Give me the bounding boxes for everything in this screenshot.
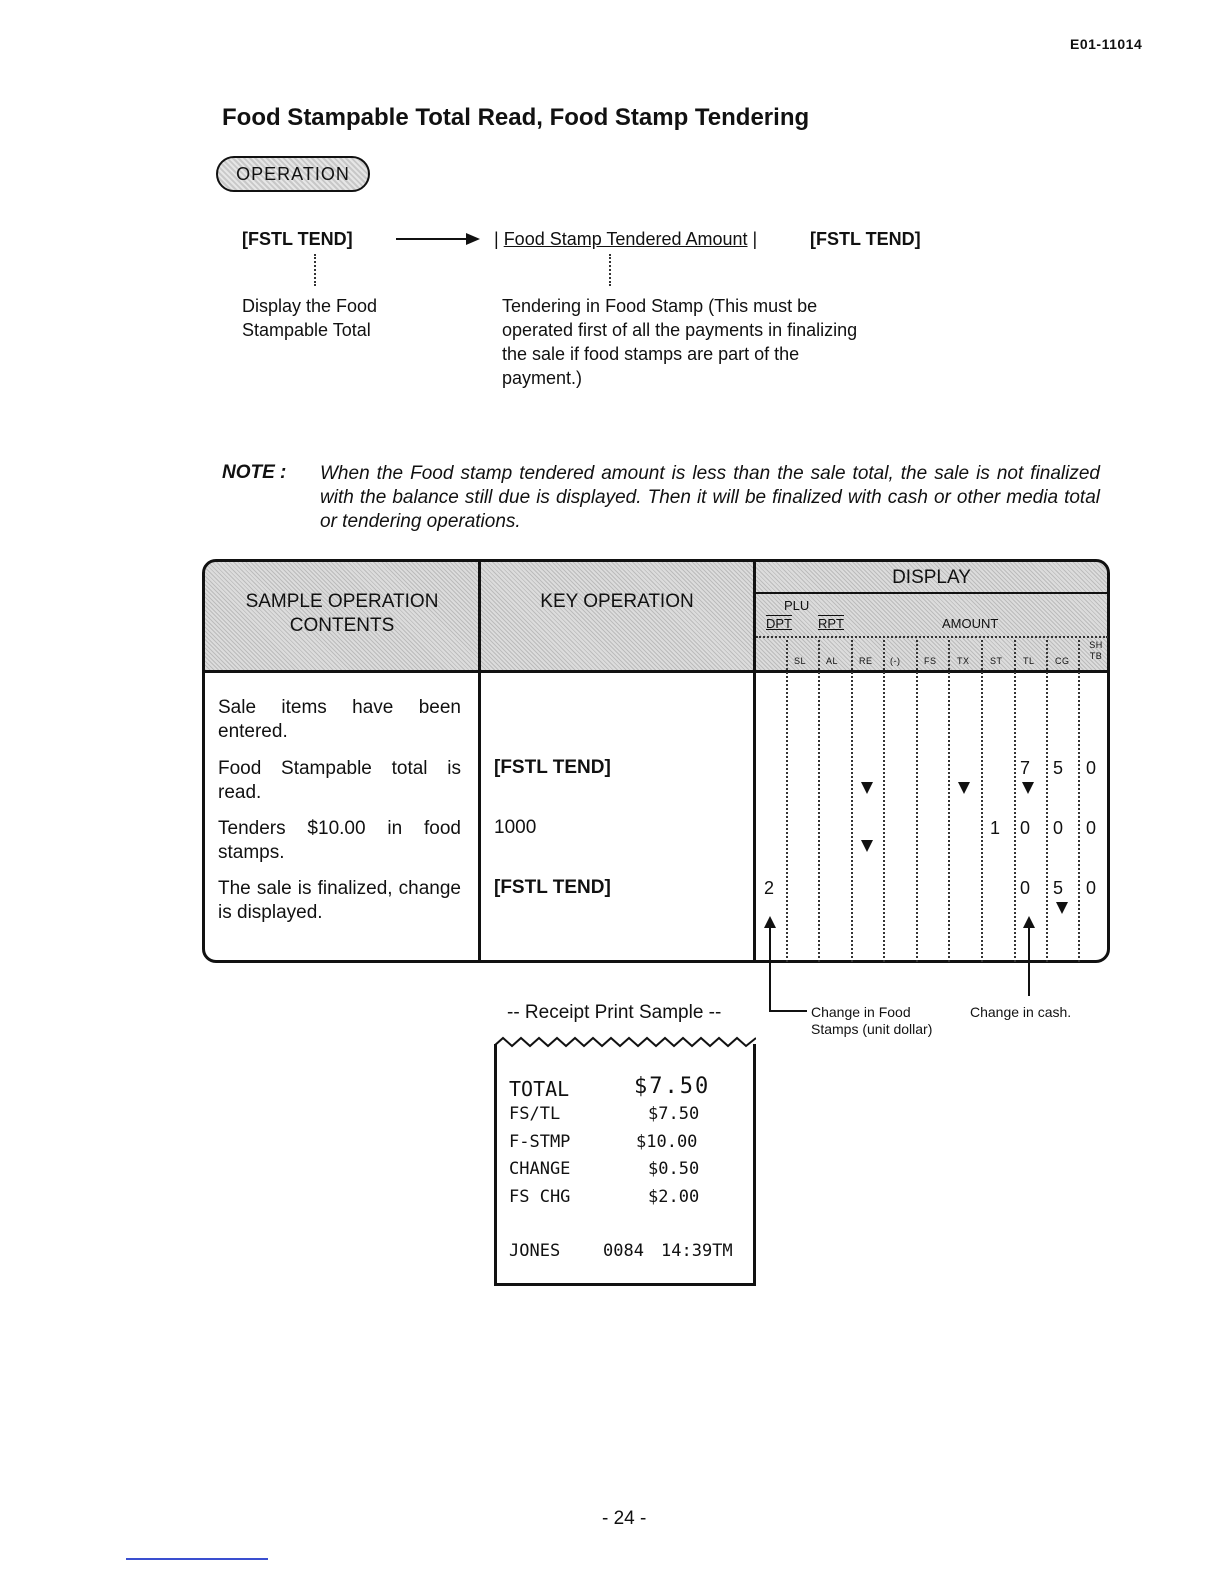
- header-key-operation: KEY OPERATION: [540, 591, 694, 612]
- receipt-line-label: FS/TL: [509, 1104, 561, 1124]
- display-column-guide: [1046, 640, 1048, 962]
- indicator-re: RE: [859, 656, 873, 666]
- flow-description-1: Display the Food Stampable Total: [242, 296, 378, 340]
- display-digit: 0: [1020, 818, 1031, 838]
- fs-change-leader: [769, 926, 771, 1012]
- display-digit: 0: [1086, 818, 1097, 838]
- indicator-tx: TX: [957, 656, 970, 666]
- indicator-tl: TL: [1023, 656, 1035, 666]
- flow-arrow-icon: [396, 229, 482, 254]
- indicator-rule: [756, 636, 1108, 638]
- display-digit: 7: [1020, 758, 1031, 778]
- fs-indicator-down-icon: [861, 840, 873, 852]
- fs-indicator-down-icon: [861, 782, 873, 794]
- page-number: - 24 -: [602, 1508, 647, 1529]
- footer-rule: [126, 1558, 268, 1560]
- flow-amount-label: Food Stamp Tendered Amount: [503, 229, 748, 249]
- receipt-title: -- Receipt Print Sample --: [507, 1002, 722, 1023]
- indicator-sh-tb: SH TB: [1089, 640, 1103, 661]
- header-display: DISPLAY: [892, 567, 971, 588]
- receipt-clerk: JONES: [509, 1241, 561, 1261]
- fs-change-leader: [769, 1010, 807, 1012]
- table-divider: [478, 560, 481, 962]
- header-sample-operation: SAMPLE OPERATION CONTENTS: [245, 591, 439, 636]
- indicator-cg: CG: [1055, 656, 1070, 666]
- document-id: E01-11014: [1070, 36, 1143, 52]
- header-plu: PLU: [784, 598, 810, 613]
- receipt-number: 0084: [603, 1241, 644, 1261]
- display-digit: 0: [1086, 758, 1097, 778]
- sample-operation-1: Sale items have been entered.: [218, 697, 461, 742]
- flow-connector: [609, 254, 611, 286]
- tl-indicator-down-icon: [1022, 782, 1034, 794]
- flow-description-2: Tendering in Food Stamp (This must be operated first of all the payments in finalizing the sale if food stamps are part of the payment.): [502, 296, 858, 388]
- note-text: When the Food stamp tendered amount is less than the sale total, the sale is not finalized with the balance still due is displayed. Then it will be finalized with cash or other media total or tendering operations.: [320, 463, 1100, 532]
- receipt-line-label: FS CHG: [509, 1187, 571, 1207]
- display-column-guide: [818, 640, 820, 962]
- header-dpt: DPT: [766, 616, 792, 631]
- indicator-minus: (-): [890, 656, 901, 666]
- receipt-line-value: $7.50: [634, 1074, 711, 1099]
- display-header-rule: [756, 592, 1108, 594]
- header-amount: AMOUNT: [942, 616, 999, 631]
- receipt-line-value: $10.00: [636, 1132, 698, 1152]
- receipt-line-label: TOTAL: [509, 1077, 570, 1101]
- display-digit: 0: [1053, 818, 1064, 838]
- receipt-line-value: $7.50: [648, 1104, 700, 1124]
- receipt-time: 14:39TM: [661, 1241, 733, 1261]
- display-digit: 1: [990, 818, 1001, 838]
- display-digit: 0: [1086, 878, 1097, 898]
- table-divider: [753, 560, 756, 962]
- display-column-guide: [916, 640, 918, 962]
- st-indicator-down-icon: [958, 782, 970, 794]
- key-operation-2: [FSTL TEND]: [494, 757, 611, 778]
- receipt-line-value: $0.50: [648, 1159, 700, 1179]
- header-rpt: RPT: [818, 616, 844, 631]
- display-digit: 5: [1053, 878, 1064, 898]
- flow-key-fstl-tend: [FSTL TEND]: [242, 229, 353, 249]
- receipt-line-value: $2.00: [648, 1187, 700, 1207]
- flow-key-fstl-tend-2: [FSTL TEND]: [810, 229, 921, 249]
- flow-amount-entry: | Food Stamp Tendered Amount |: [494, 229, 758, 249]
- sample-operation-2: Food Stampable total is read.: [218, 758, 461, 803]
- operation-badge: OPERATION: [216, 156, 370, 192]
- display-column-guide: [1078, 640, 1080, 962]
- indicator-st: ST: [990, 656, 1003, 666]
- cg-indicator-down-icon: [1056, 902, 1068, 914]
- display-column-guide: [1014, 640, 1016, 962]
- cash-change-leader: [1028, 926, 1030, 996]
- fs-change-callout: Change in Food Stamps (unit dollar): [811, 1004, 933, 1037]
- indicator-sl: SL: [794, 656, 807, 666]
- cash-change-callout: Change in cash.: [970, 1004, 1072, 1020]
- display-digit: 5: [1053, 758, 1064, 778]
- table-header-rule: [203, 670, 1108, 673]
- page-title: Food Stampable Total Read, Food Stamp Tendering: [222, 104, 810, 131]
- indicator-fs: FS: [924, 656, 937, 666]
- display-column-guide: [786, 640, 788, 962]
- sample-operation-4: The sale is finalized, change is displayed.: [218, 878, 461, 923]
- indicator-al: AL: [826, 656, 839, 666]
- flow-connector: [314, 254, 316, 286]
- key-operation-4: [FSTL TEND]: [494, 877, 611, 898]
- receipt-line-label: CHANGE: [509, 1159, 571, 1179]
- display-column-guide: [883, 640, 885, 962]
- key-operation-3: 1000: [494, 817, 537, 838]
- display-dpt-digit: 2: [764, 878, 775, 898]
- display-column-guide: [981, 640, 983, 962]
- note-label: NOTE :: [222, 462, 287, 483]
- receipt-line-label: F-STMP: [509, 1132, 571, 1152]
- display-column-guide: [851, 640, 853, 962]
- display-digit: 0: [1020, 878, 1031, 898]
- sample-operation-3: Tenders $10.00 in food stamps.: [218, 818, 461, 863]
- display-column-guide: [948, 640, 950, 962]
